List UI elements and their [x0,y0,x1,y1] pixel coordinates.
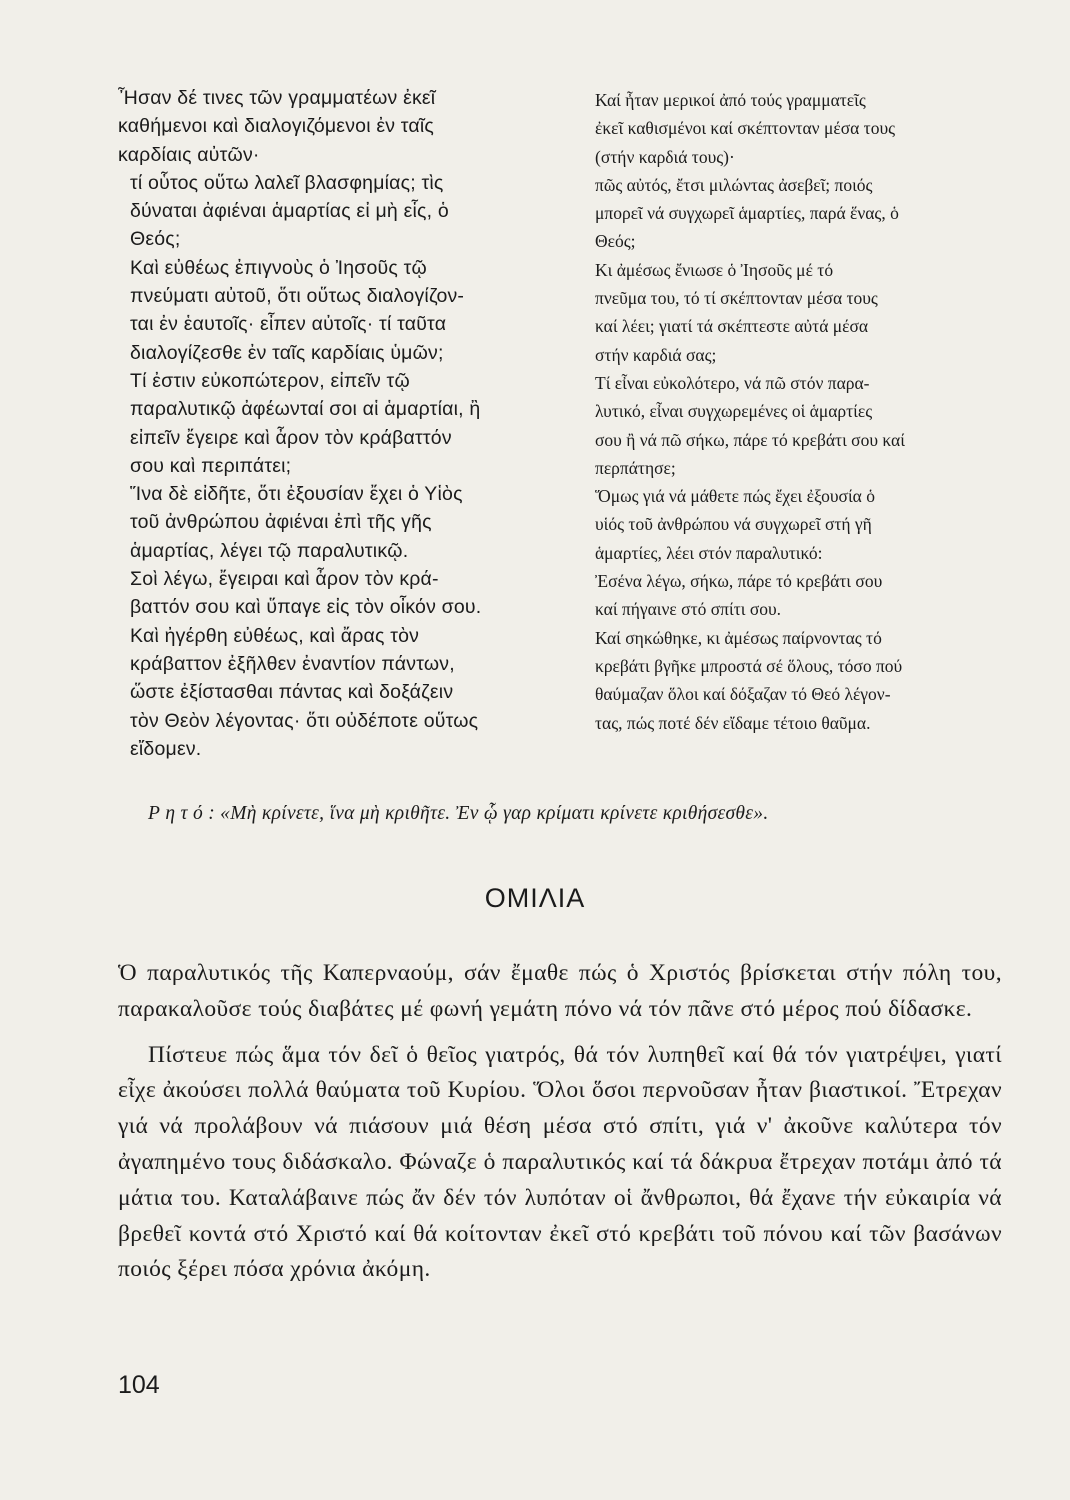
translation-line: καί λέει; γιατί τά σκέπτεστε αὐτά μέσα [595,316,869,337]
verse-paragraph [118,480,516,565]
verse-line: καθήμενοι καὶ διαλογιζόμενοι ἐν ταῖς [118,115,435,138]
rhto-quote: Ρ η τ ό : «Μὴ κρίνετε, ἵνα μὴ κριθῆτε. Ἐν ᾧ γαρ κρίματι κρίνετε κριθήσεσθε». [148,803,769,824]
ancient-greek-column [118,84,516,763]
verse-paragraph [118,84,516,169]
translation-line: Ὅμως γιά νά μάθετε πώς ἔχει ἐξουσία ὁ [595,486,875,507]
translation-paragraph [583,482,1003,567]
translation-line: πῶς αὐτός, ἔτσι μιλώντας ἀσεβεῖ; ποιός [595,174,873,195]
translation-line: λυτικό, εἶναι συγχωρεμένες οἱ ἁμαρτίες [595,401,873,422]
translation-line: καί πήγαινε στό σπίτι σου. [595,599,782,620]
verse-line: τὸν Θεὸν λέγοντας· ὅτι οὐδέποτε οὕτως [130,709,479,732]
translation-line: (στήν καρδιά τους)· [595,146,735,167]
verse-line: Ἵνα δὲ εἰδῆτε, ὅτι ἐξουσίαν ἔχει ὁ Υἱὸς [130,483,463,506]
verse-line: κράβαττον ἐξῆλθεν ἐναντίον πάντων, [130,652,455,675]
translation-paragraph [583,369,1003,482]
verse-line: Ἦσαν δέ τινες τῶν γραμματέων ἐκεῖ [118,87,436,109]
translation-line: Ἐσένα λέγω, σήκω, πάρε τό κρεβάτι σου [595,571,883,592]
verse-line: ὥστε ἐξίστασθαι πάντας καὶ δοξάζειν [130,681,454,704]
translation-line: τας, πώς ποτέ δέν εἴδαμε τέτοιο θαῦμα. [595,712,871,733]
verse-line: Καὶ εὐθέως ἐπιγνοὺς ὁ Ἰησοῦς τῷ [130,256,427,279]
translation-line: Θεός; [595,231,636,252]
verse-line: παραλυτικῷ ἀφέωνταί σοι αἱ ἁμαρτίαι, ἢ [130,398,481,421]
verse-line: Τί ἐστιν εὐκοπώτερον, εἰπεῖν τῷ [130,369,410,392]
verse-line: Σοὶ λέγω, ἔγειραι καὶ ἆρον τὸν κρά- [130,568,439,591]
translation-line: ἐκεῖ καθισμένοι καί σκέπτονταν μέσα τους [595,118,896,139]
page-number: 104 [118,1371,160,1399]
verse-paragraph [118,367,516,480]
homily-paragraph: Πίστευε πώς ἅμα τόν δεῖ ὁ θεῖος γιατρός, θά τόν λυπηθεῖ καί θά τόν γιατρέψει, γιατί εἶχε ἀκούσει πολλά θαύματα τοῦ Κυρίου. Ὅλοι ὅσοι περνοῦσαν ἦταν βιαστικοί. Ἔτρεχαν γιά νά προλάβουν νά πιάσουν μιά θέση μέσα στό σπίτι, γιά ν' ἀκοῦνε καλύτερα τόν ἀγαπημένο τους διδάσκαλο. Φώναζε ὁ παραλυτικός καί τά δάκρυα ἔτρεχαν ποτάμι ἀπό τά μάτια του. Καταλάβαινε πώς ἄν δέν τόν λυπόταν οἱ ἄνθρωποι, θά ἔχανε τήν εὐκαιρία νά βρεθεῖ κοντά στό Χριστό καί θά κοίτονταν ἐκεῖ στό κρεβάτι τοῦ πόνου καί τῶν βασάνων ποιός ξέρει πόσα χρόνια ἀκόμη. [118,1041,1002,1283]
verse-line: εἰπεῖν ἔγειρε καὶ ἆρον τὸν κράβαττόν [130,426,452,449]
translation-line: υἱός τοῦ ἀνθρώπου νά συγχωρεῖ στή γῆ [595,514,872,535]
translation-paragraph [583,256,1003,369]
translation-paragraph [583,171,1003,256]
translation-line: κρεβάτι βγῆκε μπροστά σέ ὅλους, τόσο πού [595,655,903,676]
translation-line: σου ἢ νά πῶ σήκω, πάρε τό κρεβάτι σου καί [595,429,905,450]
verse-line: ἁμαρτίας, λέγει τῷ παραλυτικῷ. [130,539,409,562]
verse-line: διαλογίζεσθε ἐν ταῖς καρδίαις ὑμῶν; [130,341,444,364]
verse-line: τί οὗτος οὕτω λαλεῖ βλασφημίας; τὶς [130,171,444,194]
translation-line: Καί σηκώθηκε, κι ἀμέσως παίρνοντας τό [595,627,882,648]
translation-line: ἁμαρτίες, λέει στόν παραλυτικό: [595,542,823,563]
verse-line: τοῦ ἀνθρώπου ἀφιέναι ἐπὶ τῆς γῆς [130,511,432,534]
verse-line: καρδίαις αὐτῶν· [118,143,260,166]
homily-title: ΟΜΙΛΙΑ [484,883,586,913]
translation-line: Τί εἶναι εὐκολότερο, νά πῶ στόν παρα- [595,372,870,393]
homily-body [118,956,1002,1288]
verse-line: σου καὶ περιπάτει; [130,454,292,477]
translation-line: στήν καρδιά σας; [595,344,717,365]
translation-line: μπορεῖ νά συγχωρεῖ ἁμαρτίες, παρά ἕνας, ὁ [595,203,899,224]
translation-paragraph [583,624,1003,737]
verse-line: εἴδομεν. [130,737,202,760]
translation-line: Κι ἀμέσως ἔνιωσε ὁ Ἰησοῦς μέ τό [595,259,834,280]
homily-paragraph: Ὁ παραλυτικός τῆς Καπερναούμ, σάν ἔμαθε πώς ὁ Χριστός βρίσκεται στήν πόλη του, παρακαλοῦσε τούς διαβάτες μέ φωνή γεμάτη πόνο νά τόν πᾶνε στό μέρος πού δίδασκε. [118,960,1002,1022]
translation-line: πνεῦμα του, τό τί σκέπτονταν μέσα τους [595,288,878,309]
translation-line: Καί ἦταν μερικοί ἀπό τούς γραμματεῖς [595,90,866,110]
modern-greek-column [583,86,1003,737]
verse-line: ται ἐν ἑαυτοῖς· εἶπεν αὐτοῖς· τί ταῦτα [130,313,447,336]
verse-paragraph [118,169,516,254]
verse-line: Θεός; [130,228,181,251]
verse-line: βαττόν σου καὶ ὕπαγε εἰς τὸν οἶκόν σου. [130,596,482,619]
verse-paragraph [118,565,516,622]
verse-paragraph [118,622,516,763]
translation-paragraph [583,567,1003,624]
verse-line: πνεύματι αὐτοῦ, ὅτι οὕτως διαλογίζον- [130,285,465,308]
translation-line: θαύμαζαν ὅλοι καί δόξαζαν τό Θεό λέγον- [595,684,891,705]
translation-paragraph [583,86,1003,171]
verse-line: Καὶ ἠγέρθη εὐθέως, καὶ ἄρας τὸν [130,624,420,647]
verse-paragraph [118,254,516,367]
translation-line: περπάτησε; [595,457,676,478]
verse-line: δύναται ἀφιέναι ἁμαρτίας εἰ μὴ εἷς, ὁ [130,200,449,223]
